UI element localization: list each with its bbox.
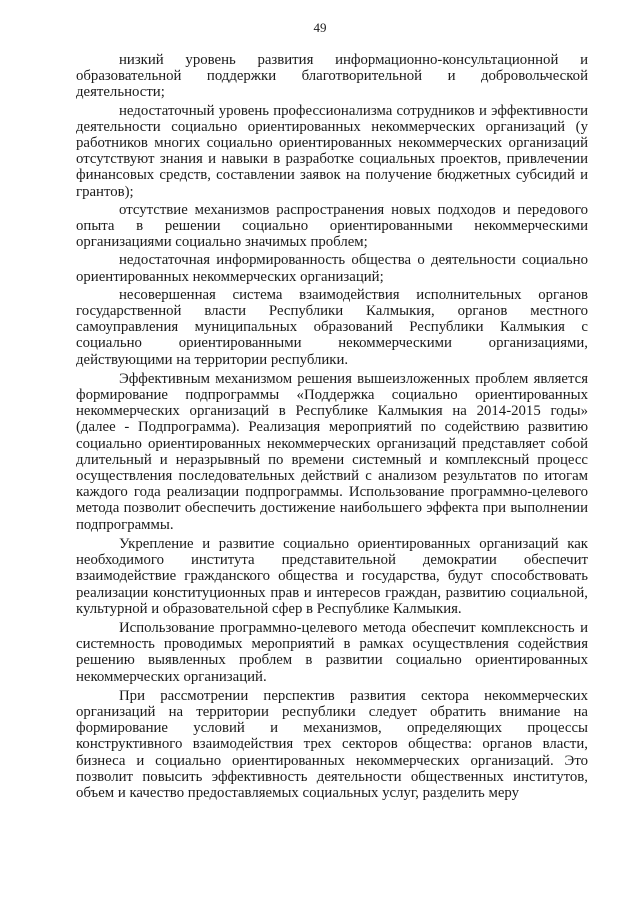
page-number: 49 (313, 20, 327, 35)
paragraph-3: отсутствие механизмов распространения новых подходов и передового опыта в решении социально ориентированными некоммерческими организациями социально значимых проблем; (76, 201, 588, 251)
paragraph-5: несовершенная система взаимодействия исполнительных органов государственной власти Республики Калмыкия, органов местного самоуправления муниципальных образований Республики Калмыкия с социально ориентированными некоммерческими организациями, действующими на территории республики. (76, 286, 588, 368)
paragraph-4: недостаточная информированность общества о деятельности социально ориентированных некоммерческих организаций; (76, 252, 588, 285)
paragraph-8: Использование программно-целевого метода обеспечит комплексность и системность проводимых мероприятий в рамках осуществления содействия решению выявленных проблем в развитии социально ориентированных некоммерческих организаций. (76, 619, 588, 685)
paragraph-7: Укрепление и развитие социально ориентированных организаций как необходимого института представительной демократии обеспечит взаимодействие гражданского общества и государства, будут способствовать реализации конституционных прав и интересов граждан, развитию социальной, культурной и образовательной сфер в Республике Калмыкия. (76, 535, 588, 617)
paragraph-2: недостаточный уровень профессионализма сотрудников и эффективности деятельности социально ориентированных некоммерческих организаций (у работников многих социально ориентированных некоммерческих организаций отсутствуют знания и навыки в разработке социальных проектов, привлечении финансовых средств, составлении заявок на получение бюджетных субсидий и грантов); (76, 102, 588, 200)
paragraph-6: Эффективным механизмом решения вышеизложенных проблем является формирование подпрограммы «Поддержка социально ориентированных некоммерческих организаций в Республике Калмыкия на 2014-2015 годы» (далее - Подпрограмма). Реализация мероприятий по содействию развитию социально ориентированных некоммерческих организаций представляет собой длительный и неразрывный по времени системный и комплексный процесс осуществления последовательных действий с анализом результатов по итогам каждого года реализации подпрограммы. Использование программно-целевого метода позволит обеспечить достижение наибольшего эффекта при выполнении подпрограммы. (76, 370, 588, 533)
paragraph-9: При рассмотрении перспектив развития сектора некоммерческих организаций на территории республики следует обратить внимание на формирование условий и механизмов, определяющих процессы конструктивного взаимодействия трех секторов общества: органов власти, бизнеса и социально ориентированных некоммерческих организаций. Это позволит повысить эффективность деятельности общественных институтов, объем и качество предоставляемых социальных услуг, разделить меру (76, 687, 588, 801)
document-body (76, 52, 588, 803)
paragraph-1: низкий уровень развития информационно-консультационной и образовательной поддержки благотворительной и добровольческой деятельности; (76, 52, 588, 101)
